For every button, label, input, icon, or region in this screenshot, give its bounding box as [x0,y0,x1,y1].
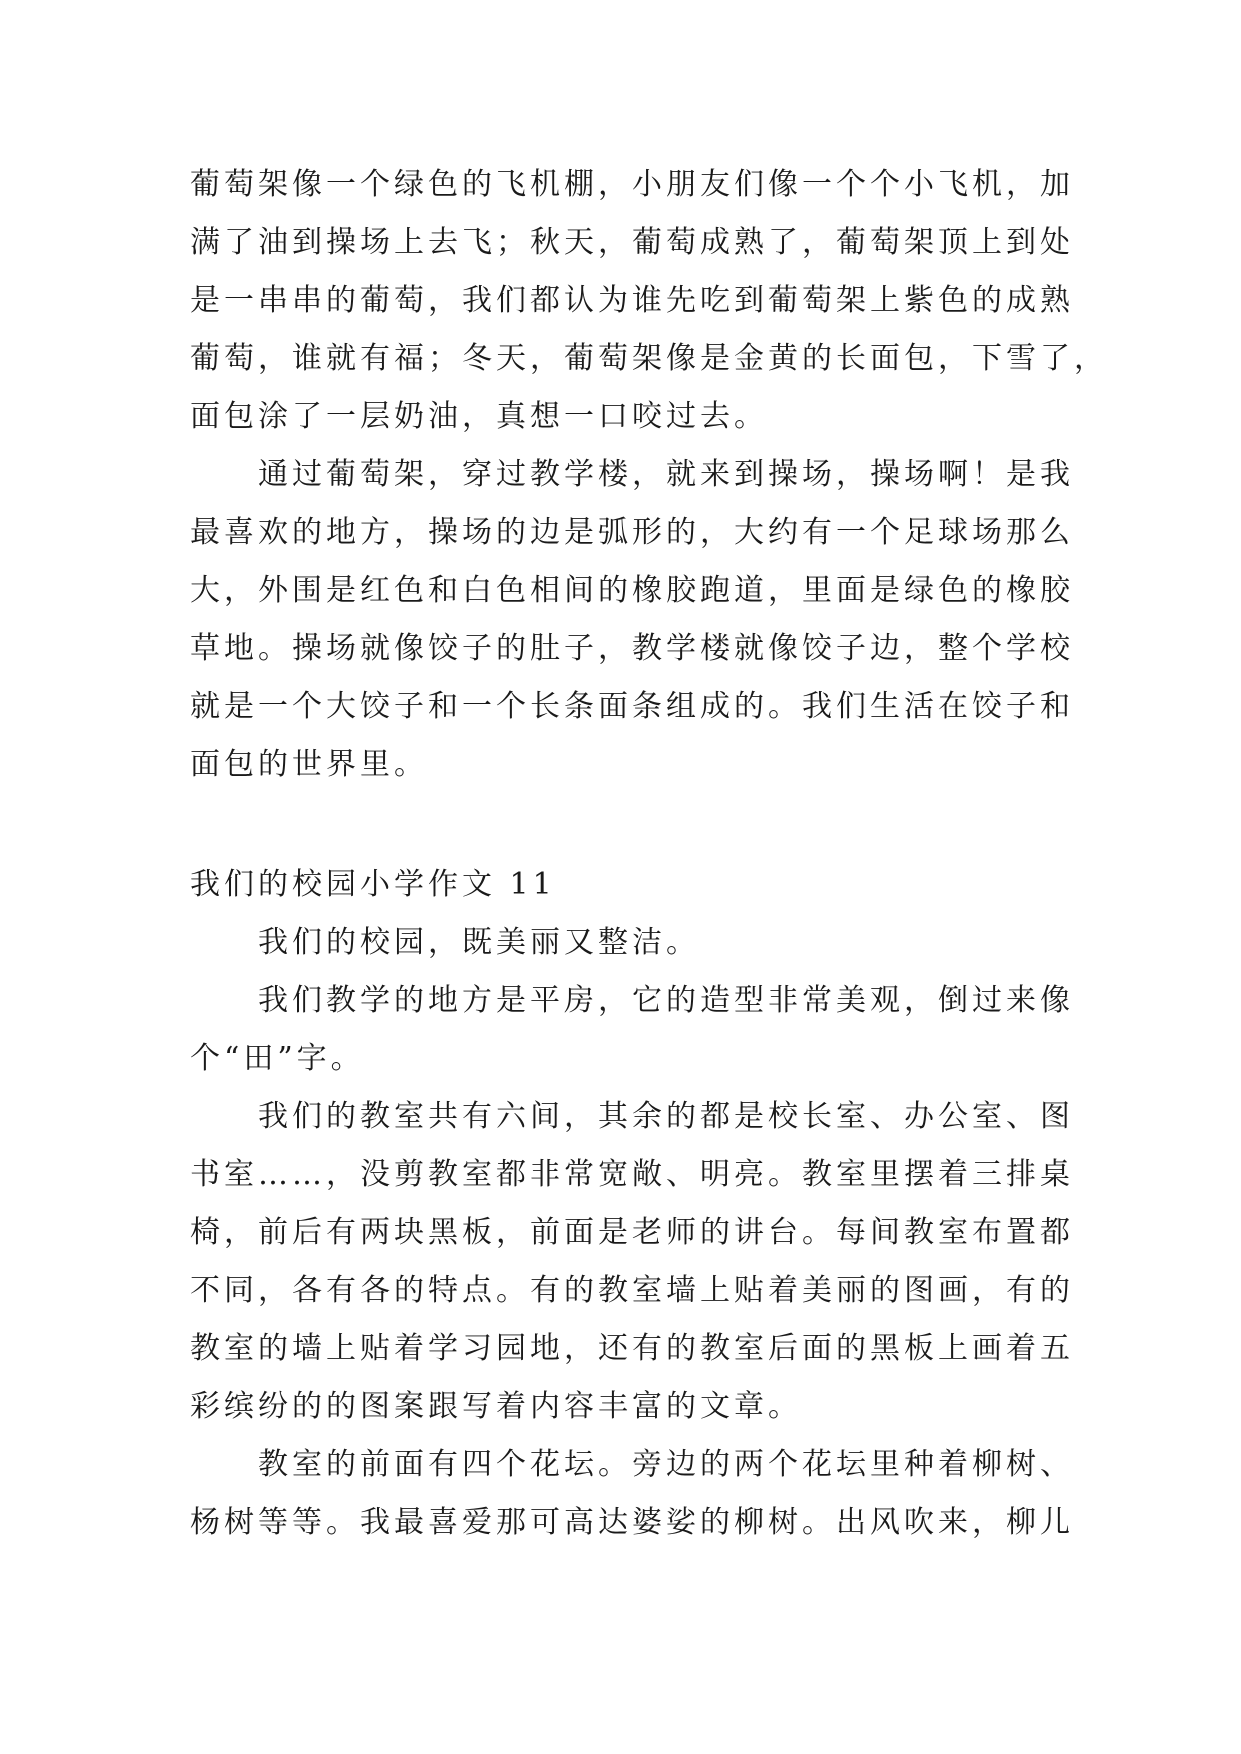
paragraph-line: 我们的校园，既美丽又整洁。 [258,925,700,960]
paragraph-line: 面包涂了一层奶油，真想一口咬过去。 [190,399,768,434]
essay-title: 我们的校园小学作文 11 [190,867,556,902]
paragraph-line: 通过葡萄架，穿过教学楼，就来到操场，操场啊！是我 [258,457,1074,492]
paragraph-line: 个“田”字。 [190,1041,365,1076]
paragraph-line: 教室的墙上贴着学习园地，还有的教室后面的黑板上画着五 [190,1331,1074,1366]
paragraph-line: 是一串串的葡萄，我们都认为谁先吃到葡萄架上紫色的成熟 [190,283,1074,318]
paragraph-line: 椅，前后有两块黑板，前面是老师的讲台。每间教室布置都 [190,1215,1074,1250]
paragraph-line: 我们教学的地方是平房，它的造型非常美观，倒过来像 [258,983,1074,1018]
paragraph-line: 不同，各有各的特点。有的教室墙上贴着美丽的图画，有的 [190,1273,1074,1308]
paragraph-line: 杨树等等。我最喜爱那可高达婆娑的柳树。出风吹来，柳儿 [190,1505,1074,1540]
paragraph-line: 书室……，没剪教室都非常宽敞、明亮。教室里摆着三排桌 [190,1157,1074,1192]
paragraph-line: 大，外围是红色和白色相间的橡胶跑道，里面是绿色的橡胶 [190,573,1074,608]
paragraph-line: 面包的世界里。 [190,747,428,782]
paragraph-line: 彩缤纷的的图案跟写着内容丰富的文章。 [190,1389,802,1424]
paragraph-line: 就是一个大饺子和一个长条面条组成的。我们生活在饺子和 [190,689,1074,724]
paragraph-line: 满了油到操场上去飞；秋天，葡萄成熟了，葡萄架顶上到处 [190,225,1074,260]
paragraph-line: 葡萄架像一个绿色的飞机棚，小朋友们像一个个小飞机，加 [190,167,1074,202]
paragraph-line: 草地。操场就像饺子的肚子，教学楼就像饺子边，整个学校 [190,631,1074,666]
paragraph-line: 教室的前面有四个花坛。旁边的两个花坛里种着柳树、 [258,1447,1074,1482]
paragraph-line: 葡萄，谁就有福；冬天，葡萄架像是金黄的长面包，下雪了， [190,341,1108,376]
paragraph-line: 我们的教室共有六间，其余的都是校长室、办公室、图 [258,1099,1074,1134]
essay-continuation [190,156,1108,794]
essay-section [190,856,1074,1552]
paragraph-line: 最喜欢的地方，操场的边是弧形的，大约有一个足球场那么 [190,515,1074,550]
